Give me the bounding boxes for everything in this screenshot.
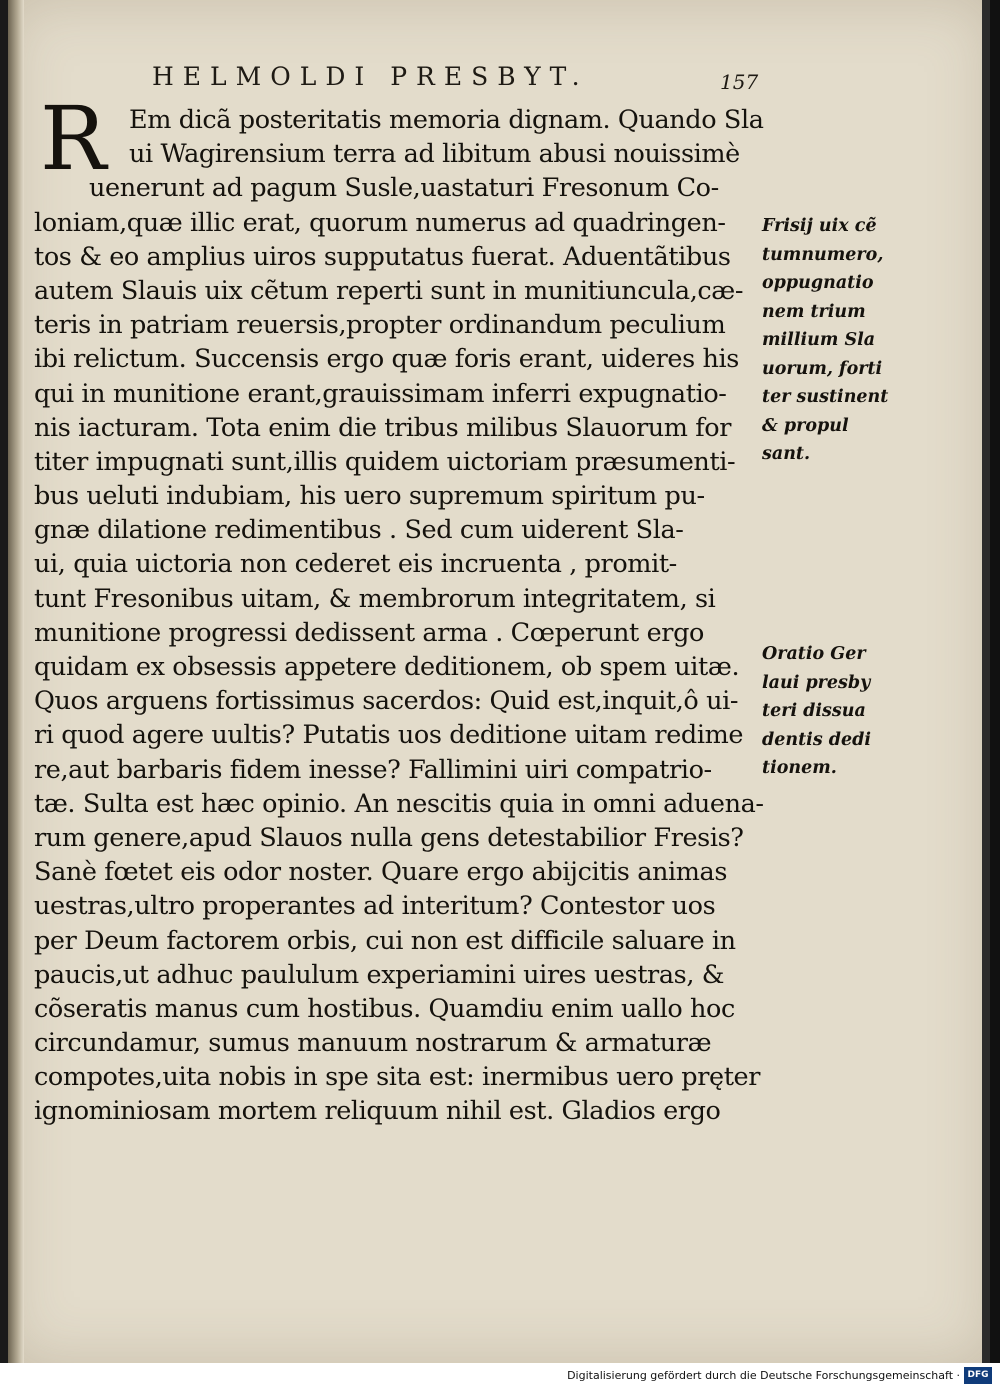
margin-note-oratio [762,640,892,783]
text-line: qui in munitione erant,grauissimam inferri expugnatio- [34,378,727,409]
margin-note-line: Frisij uix cẽ [762,216,877,236]
margin-note-frisii [762,212,892,469]
text-line: circundamur, sumus manuum nostrarum & armaturæ [34,1028,712,1059]
margin-note-line: nem trium [762,301,866,322]
text-line: per Deum factorem orbis, cui non est difficile saluare in [34,925,736,956]
margin-note-line: sant. [762,444,811,464]
text-line: quidam ex obsessis appetere deditionem, ob spem uitæ. [34,652,740,682]
text-line: bus ueluti indubiam, his uero supremum spiritum pu- [34,481,705,512]
text-line: uestras,ultro properantes ad interitum? Contestor uos [34,891,716,922]
text-line: Quos arguens fortissimus sacerdos: Quid est,inquit,ô ui- [34,686,739,717]
text-line: tunt Fresonibus uitam, & membrorum integritatem, si [34,583,716,614]
text-line: Sanè fœtet eis odor noster. Quare ergo abijcitis animas [34,857,728,888]
text-line: gnæ dilatione redimentibus . Sed cum uiderent Sla- [34,515,684,546]
text-line: teris in patriam reuersis,propter ordinandum peculium [34,310,726,341]
margin-note-line: laui presby [762,672,871,693]
text-line: uenerunt ad pagum Susle,uastaturi Fresonum Co- [89,173,719,204]
page-gutter [8,0,24,1363]
margin-note-line: ter sustinent [762,387,889,407]
text-line: ui Wagirensium terra ad libitum abusi nouissimè [129,139,740,170]
text-line: ignominiosam mortem reliquum nihil est. Gladios ergo [34,1096,721,1127]
margin-note-line: tionem. [762,758,837,778]
running-title: HELMOLDI PRESBYT. [152,62,589,91]
footer-bar [0,1363,1000,1390]
text-line: Em dicã posteritatis memoria dignam. Quando Sla [129,105,764,135]
margin-note-line: & propul [762,415,849,436]
text-line: ri quod agere uultis? Putatis uos deditione uitam redime [34,720,744,751]
viewer-left-strip [0,0,8,1363]
text-line: munitione progressi dedissent arma . Cœperunt ergo [34,617,704,648]
page-number: 157 [720,70,759,94]
drop-cap: R [40,87,107,190]
text-line: re,aut barbaris fidem inesse? Fallimini uiri compatrio- [34,754,712,785]
dfg-logo: DFG [964,1367,992,1384]
text-line: nis iacturam. Tota enim die tribus milibus Slauorum for [34,412,732,443]
text-line: ibi relictum. Succensis ergo quæ foris erant, uideres his [34,344,739,375]
text-line: loniam,quæ illic erat, quorum numerus ad quadringen- [34,207,726,238]
text-line: ui, quia uictoria non cederet eis incruenta , promit- [34,549,677,580]
margin-note-line: Oratio Ger [762,644,866,664]
text-line: autem Slauis uix cẽtum reperti sunt in munitiuncula,cæ- [34,275,744,306]
text-line: compotes,uita nobis in spe sita est: inermibus uero pręter [34,1062,761,1093]
body-text [34,87,764,1129]
text-line: tæ. Sulta est hæc opinio. An nescitis quia in omni aduena- [34,788,764,819]
margin-note-line: teri dissua [762,701,866,721]
margin-note-line: dentis dedi [762,729,872,750]
margin-note-line: millium Sla [762,330,876,350]
margin-note-line: uorum, forti [762,358,883,379]
text-line: rum genere,apud Slauos nulla gens detestabilior Fresis? [34,822,744,853]
text-line: cõseratis manus cum hostibus. Quamdiu enim uallo hoc [34,993,735,1024]
text-line: titer impugnati sunt,illis quidem uictoriam præsumenti- [34,446,736,477]
page-right-edge [982,0,990,1363]
text-line: paucis,ut adhuc paululum experiamini uires uestras, & [34,959,725,990]
text-line: tos & eo amplius uiros supputatus fuerat. Aduentãtibus [34,241,731,272]
margin-note-line: oppugnatio [762,273,874,293]
margin-note-line: tumnumero, [762,244,884,265]
funding-credit: Digitalisierung gefördert durch die Deutsche Forschungsgemeinschaft · [567,1369,960,1382]
